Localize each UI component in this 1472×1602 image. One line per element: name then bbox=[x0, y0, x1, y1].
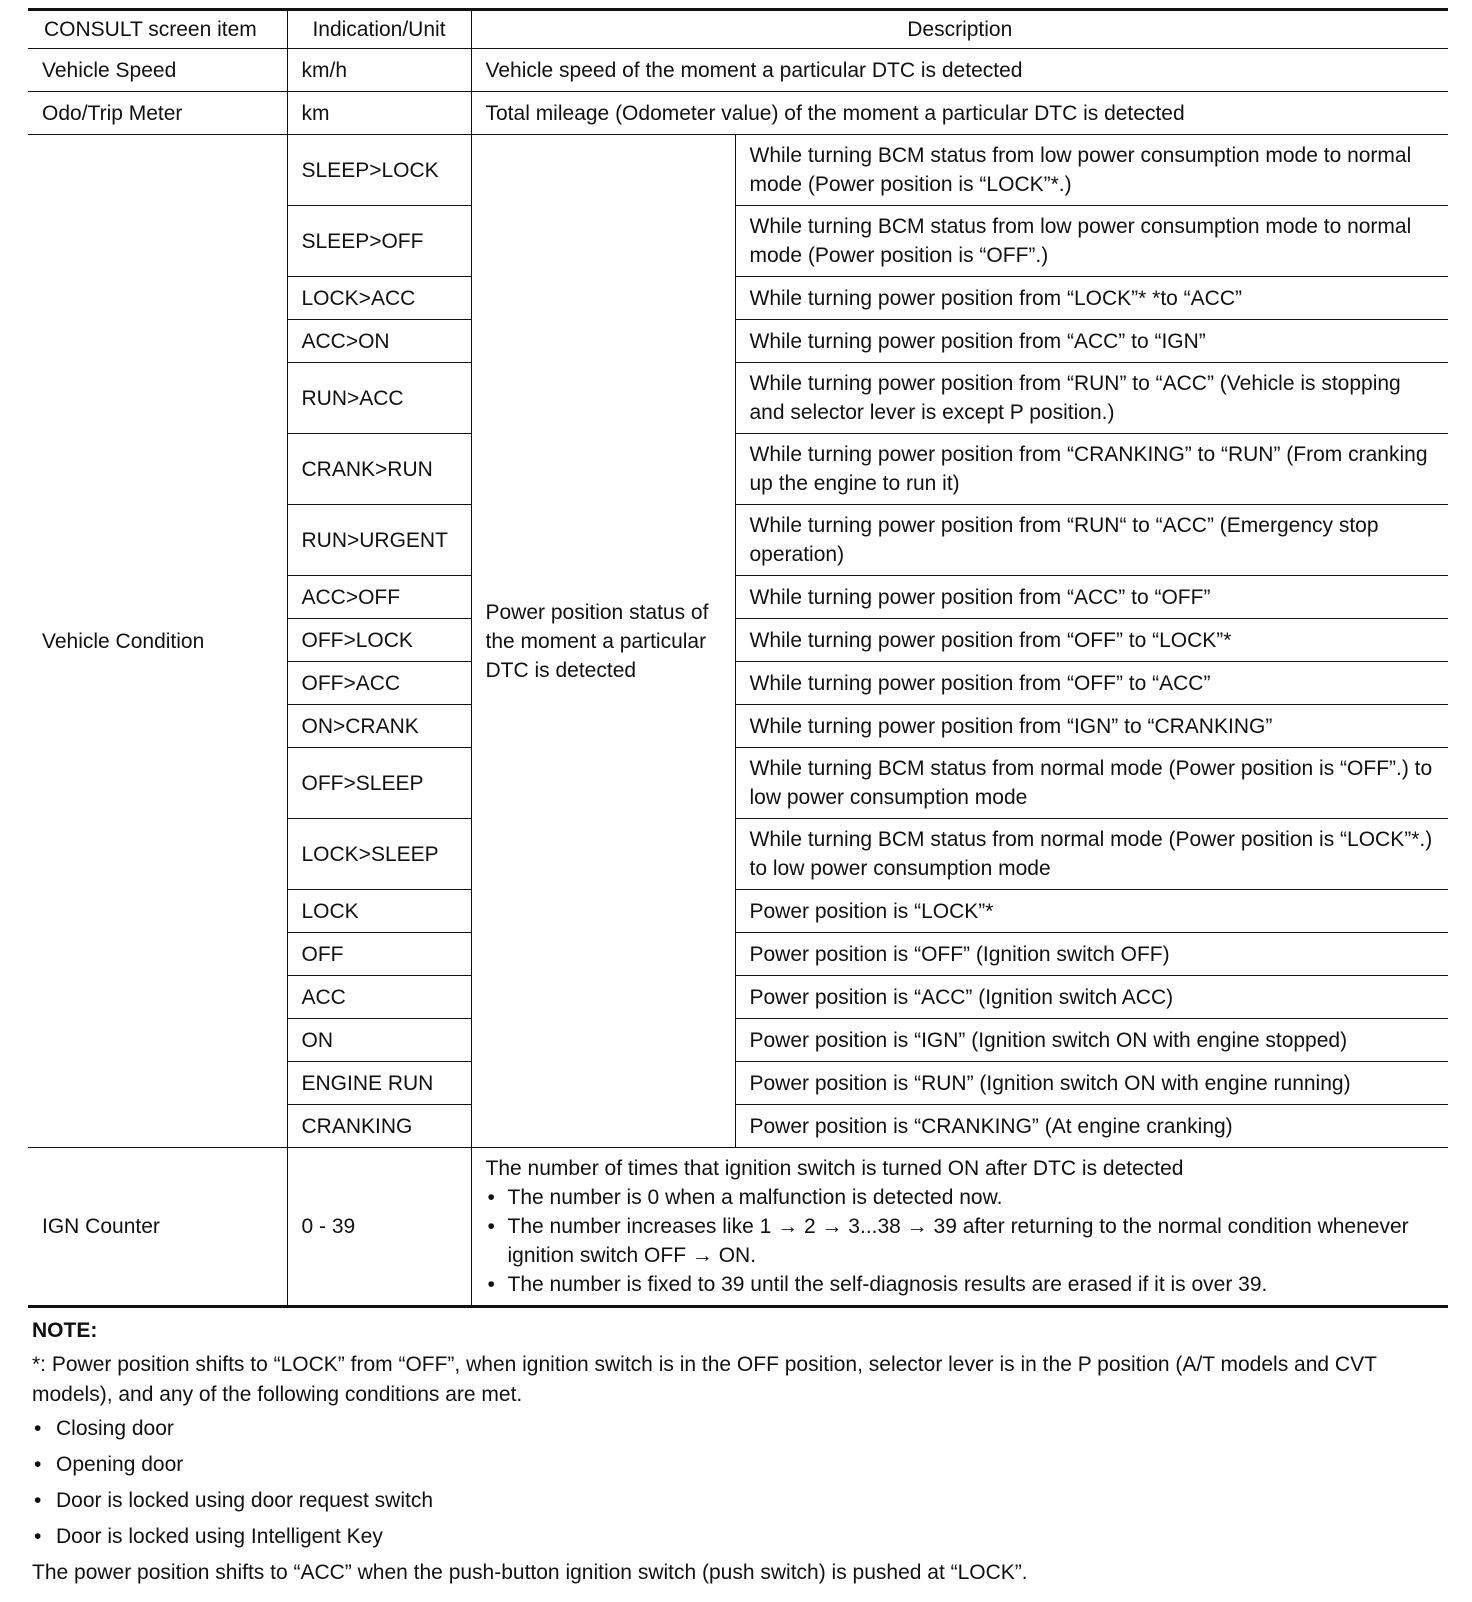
indication-cell: CRANKING bbox=[287, 1105, 471, 1148]
ign-counter-bullet-list bbox=[486, 1183, 1435, 1299]
condition-description-cell: Power position is “ACC” (Ignition switch ACC) bbox=[735, 976, 1448, 1019]
indication-cell: OFF>ACC bbox=[287, 662, 471, 705]
note-bullet: • Door is locked using Intelligent Key bbox=[32, 1522, 1442, 1552]
item-odo-trip-meter: Odo/Trip Meter bbox=[28, 92, 287, 135]
indication-cell: SLEEP>OFF bbox=[287, 206, 471, 277]
indication-cell: SLEEP>LOCK bbox=[287, 135, 471, 206]
condition-description-cell: While turning power position from “RUN” to “ACC” (Vehicle is stopping and selector lever is except P position.) bbox=[735, 363, 1448, 434]
row-odo-trip-meter bbox=[28, 92, 1448, 135]
note-heading: NOTE: bbox=[32, 1319, 98, 1342]
condition-description-cell: Power position is “CRANKING” (At engine cranking) bbox=[735, 1105, 1448, 1148]
condition-description-cell: While turning BCM status from normal mode (Power position is “OFF”.) to low power consumption mode bbox=[735, 748, 1448, 819]
row-vehicle-speed bbox=[28, 49, 1448, 92]
condition-description-cell: While turning power position from “RUN“ to “ACC” (Emergency stop operation) bbox=[735, 505, 1448, 576]
indication-cell: OFF>SLEEP bbox=[287, 748, 471, 819]
table-row bbox=[28, 135, 1448, 206]
condition-description-cell: While turning power position from “OFF” to “ACC” bbox=[735, 662, 1448, 705]
indication-cell: RUN>URGENT bbox=[287, 505, 471, 576]
indication-cell: ON>CRANK bbox=[287, 705, 471, 748]
condition-description-cell: While turning power position from “ACC” to “OFF” bbox=[735, 576, 1448, 619]
description-ign-counter bbox=[471, 1148, 1448, 1307]
unit-ign-counter: 0 - 39 bbox=[287, 1148, 471, 1307]
unit-odo-trip-meter: km bbox=[287, 92, 471, 135]
indication-cell: LOCK>SLEEP bbox=[287, 819, 471, 890]
condition-description-cell: While turning power position from “LOCK”* *to “ACC” bbox=[735, 277, 1448, 320]
header-indication-unit: Indication/Unit bbox=[287, 10, 471, 49]
condition-description-cell: While turning power position from “OFF” to “LOCK”* bbox=[735, 619, 1448, 662]
table-header-row bbox=[28, 10, 1448, 49]
condition-description-cell: While turning power position from “IGN” to “CRANKING” bbox=[735, 705, 1448, 748]
condition-description-cell: Power position is “IGN” (Ignition switch ON with engine stopped) bbox=[735, 1019, 1448, 1062]
indication-cell: LOCK bbox=[287, 890, 471, 933]
condition-description-cell: While turning BCM status from normal mode (Power position is “LOCK”*.) to low power consumption mode bbox=[735, 819, 1448, 890]
document-page bbox=[28, 8, 1448, 1592]
condition-description-cell: Power position is “LOCK”* bbox=[735, 890, 1448, 933]
note-section bbox=[28, 1316, 1442, 1588]
condition-description-cell: Power position is “OFF” (Ignition switch OFF) bbox=[735, 933, 1448, 976]
condition-description-cell: Power position is “RUN” (Ignition switch ON with engine running) bbox=[735, 1062, 1448, 1105]
condition-description-cell: While turning power position from “CRANKING” to “RUN” (From cranking up the engine to run it) bbox=[735, 434, 1448, 505]
power-position-status-cell: Power position status of the moment a particular DTC is detected bbox=[471, 135, 735, 1148]
condition-description-cell: While turning BCM status from low power consumption mode to normal mode (Power position is “LOCK”*.) bbox=[735, 135, 1448, 206]
note-bullet: • Closing door bbox=[32, 1414, 1442, 1444]
header-description: Description bbox=[471, 10, 1448, 49]
item-vehicle-condition: Vehicle Condition bbox=[28, 135, 287, 1148]
indication-cell: CRANK>RUN bbox=[287, 434, 471, 505]
consult-data-table bbox=[28, 8, 1448, 1308]
note-bullet: • Opening door bbox=[32, 1450, 1442, 1480]
ign-counter-bullet: • The number increases like 1 → 2 → 3...38 → 39 after returning to the normal condition whenever ignition switch OFF → ON. bbox=[486, 1212, 1435, 1270]
condition-description-cell: While turning BCM status from low power consumption mode to normal mode (Power position is “OFF”.) bbox=[735, 206, 1448, 277]
indication-cell: OFF>LOCK bbox=[287, 619, 471, 662]
indication-cell: ON bbox=[287, 1019, 471, 1062]
indication-cell: ACC bbox=[287, 976, 471, 1019]
note-condition-list bbox=[32, 1414, 1442, 1552]
note-paragraph-acc: The power position shifts to “ACC” when the push-button ignition switch (push switch) is pushed at “LOCK”. bbox=[32, 1561, 1028, 1584]
description-vehicle-speed: Vehicle speed of the moment a particular DTC is detected bbox=[471, 49, 1448, 92]
note-paragraph: *: Power position shifts to “LOCK” from “OFF”, when ignition switch is in the OFF position, selector lever is in the P position (A/T models and CVT models), and any of the following conditions are met. bbox=[32, 1353, 1377, 1406]
header-consult-screen-item: CONSULT screen item bbox=[28, 10, 287, 49]
condition-description-cell: While turning power position from “ACC” to “IGN” bbox=[735, 320, 1448, 363]
item-ign-counter: IGN Counter bbox=[28, 1148, 287, 1307]
indication-cell: ACC>ON bbox=[287, 320, 471, 363]
note-bullet: • Door is locked using door request switch bbox=[32, 1486, 1442, 1516]
unit-vehicle-speed: km/h bbox=[287, 49, 471, 92]
indication-cell: RUN>ACC bbox=[287, 363, 471, 434]
indication-cell: OFF bbox=[287, 933, 471, 976]
indication-cell: ACC>OFF bbox=[287, 576, 471, 619]
row-ign-counter bbox=[28, 1148, 1448, 1307]
description-odo-trip-meter: Total mileage (Odometer value) of the moment a particular DTC is detected bbox=[471, 92, 1448, 135]
indication-cell: ENGINE RUN bbox=[287, 1062, 471, 1105]
item-vehicle-speed: Vehicle Speed bbox=[28, 49, 287, 92]
ign-counter-bullet: • The number is 0 when a malfunction is detected now. bbox=[486, 1183, 1435, 1212]
ign-counter-bullet: • The number is fixed to 39 until the self-diagnosis results are erased if it is over 39. bbox=[486, 1270, 1435, 1299]
indication-cell: LOCK>ACC bbox=[287, 277, 471, 320]
ign-counter-summary: The number of times that ignition switch is turned ON after DTC is detected bbox=[485, 1157, 1184, 1180]
